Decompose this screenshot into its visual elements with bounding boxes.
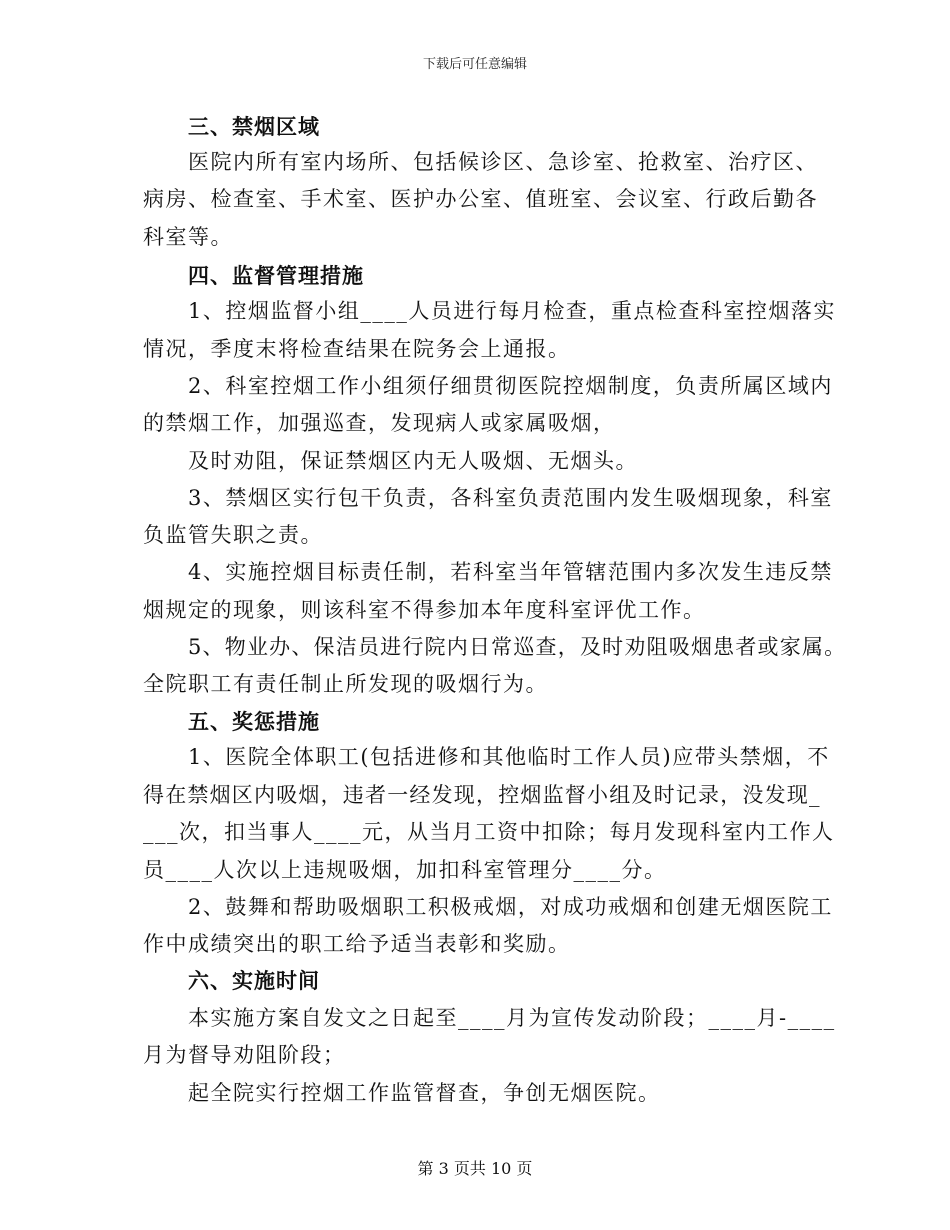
paragraph-line: 5、物业办、保洁员进行院内日常巡查，及时劝阻吸烟患者或家属。: [188, 635, 847, 659]
paragraph-line: 月为督导劝阻阶段；: [143, 1043, 346, 1067]
section-heading: 四、监督管理措施: [188, 263, 364, 288]
paragraph-line: 科室等。: [143, 225, 233, 249]
paragraph-line: 1、医院全体职工(包括进修和其他临时工作人员)应带头禁烟，不: [188, 745, 830, 769]
paragraph-line: 的禁烟工作，加强巡查，发现病人或家属吸烟，: [143, 411, 616, 435]
paragraph-line: 3、禁烟区实行包干负责，各科室负责范围内发生吸烟现象，科室: [188, 486, 833, 510]
paragraph-line: 情况，季度末将检查结果在院务会上通报。: [143, 337, 571, 361]
paragraph-line: 2、科室控烟工作小组须仔细贯彻医院控烟制度，负责所属区域内: [188, 374, 833, 398]
paragraph-line: 2、鼓舞和帮助吸烟职工积极戒烟，对成功戒烟和创建无烟医院工: [188, 895, 833, 919]
paragraph-line: 员____人次以上违规吸烟，加扣科室管理分____分。: [143, 858, 667, 882]
section-heading: 三、禁烟区域: [188, 114, 320, 139]
paragraph-line: 病房、检查室、手术室、医护办公室、值班室、会议室、行政后勤各: [143, 187, 818, 211]
paragraph-line: 负监管失职之责。: [143, 523, 323, 547]
paragraph-line: 4、实施控烟目标责任制，若科室当年管辖范围内多次发生违反禁: [188, 560, 833, 584]
section-heading: 五、奖惩措施: [188, 709, 320, 734]
paragraph-line: 及时劝阻，保证禁烟区内无人吸烟、无烟头。: [188, 449, 638, 473]
paragraph-line: 全院职工有责任制止所发现的吸烟行为。: [143, 672, 548, 696]
paragraph-line: 起全院实行控烟工作监管督查，争创无烟医院。: [188, 1081, 661, 1105]
paragraph-line: 1、控烟监督小组____人员进行每月检查，重点检查科室控烟落实: [188, 299, 836, 323]
paragraph-line: 作中成绩突出的职工给予适当表彰和奖励。: [143, 932, 571, 956]
page-header: 下载后可任意编辑: [422, 57, 527, 72]
paragraph-line: 本实施方案自发文之日起至____月为宣传发动阶段；____月-____: [188, 1006, 836, 1030]
paragraph-line: 医院内所有室内场所、包括候诊区、急诊室、抢救室、治疗区、: [188, 150, 818, 174]
paragraph-line: 得在禁烟区内吸烟，违者一经发现，控烟监督小组及时记录，没发现_: [143, 783, 821, 807]
page-footer: 第 3 页共 10 页: [417, 1159, 533, 1178]
paragraph-line: 烟规定的现象，则该科室不得参加本年度科室评优工作。: [143, 598, 706, 622]
section-heading: 六、实施时间: [188, 968, 320, 993]
paragraph-line: ___次，扣当事人____元，从当月工资中扣除；每月发现科室内工作人: [143, 820, 835, 844]
